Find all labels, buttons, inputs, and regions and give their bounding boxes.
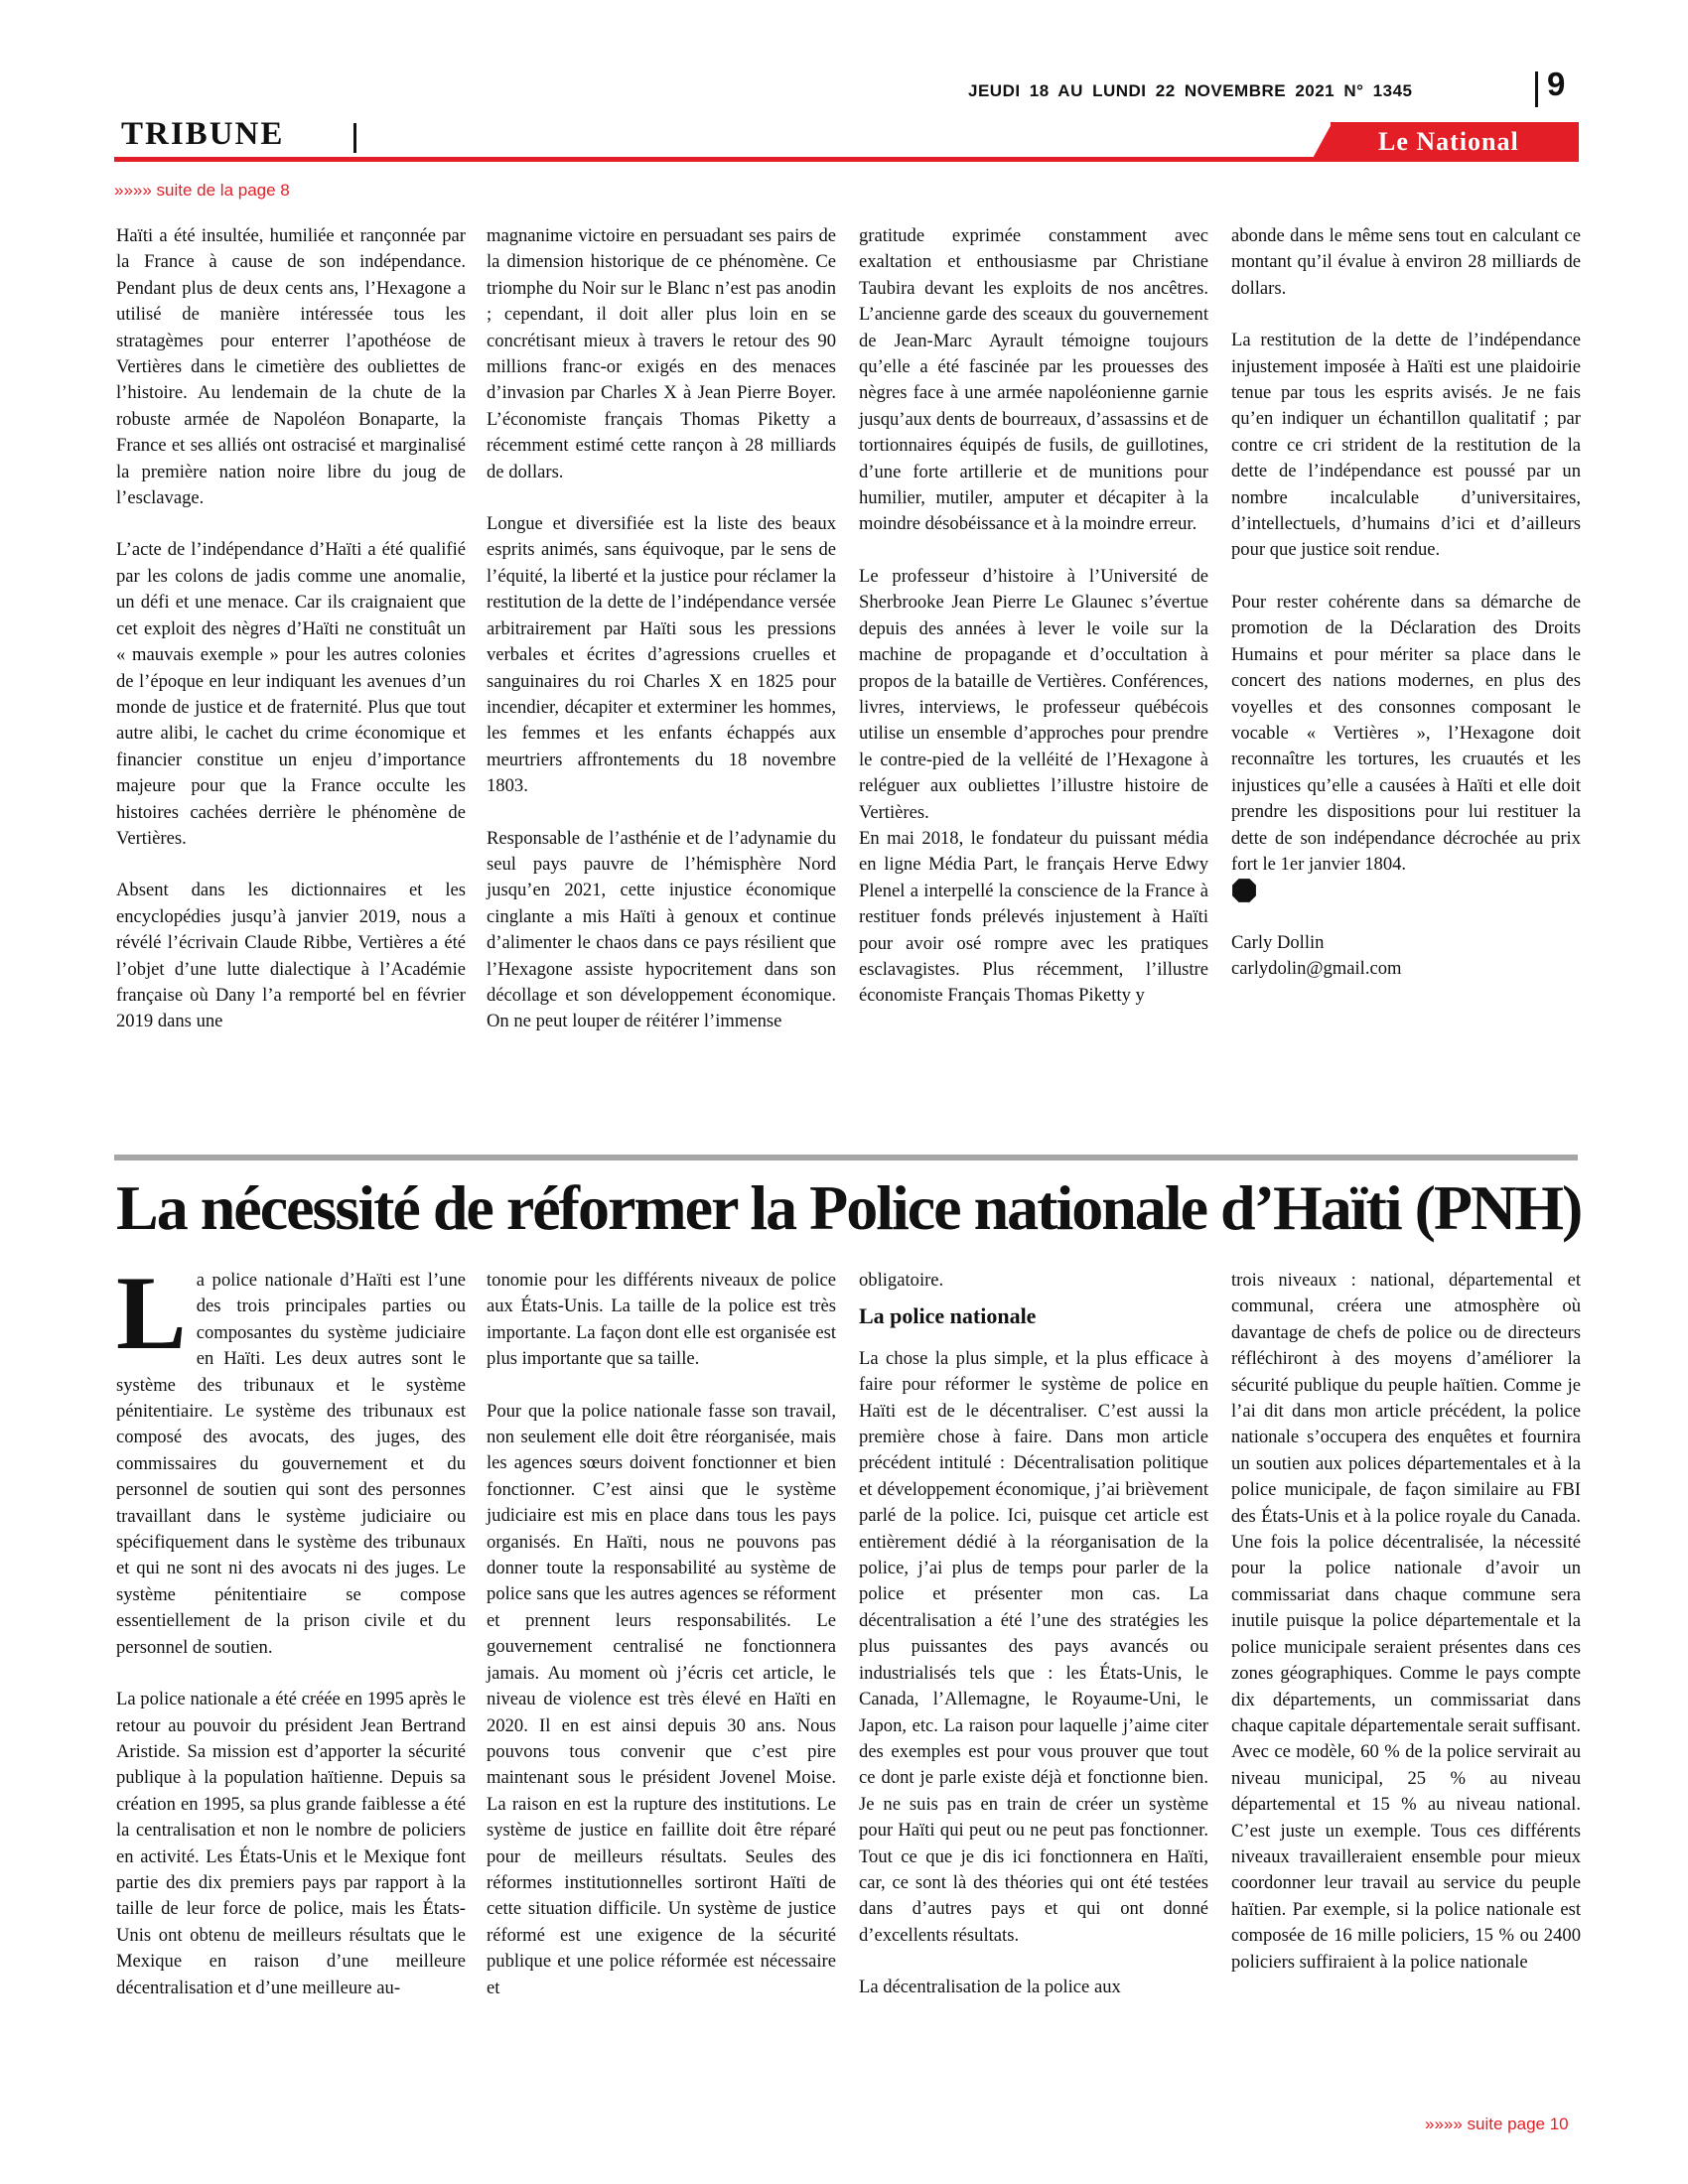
paragraph: La police nationale a été créée en 1995 après le retour au pouvoir du président Jean Bertrand Aristide. Sa mission est d’apporter la sécurité publique à la population haïtienne. Depuis sa création en 1995, sa plus grande faiblesse a été la centralisation et non le nombre de policiers en activité. Les États-Unis et le Mexique font partie des dix premiers pays par rapport à la taille de leur force de police, mais les États-Unis ont obtenu de meilleurs résultats que le Mexique en raison d’une meilleure décentralisation et d’une meilleure au- — [116, 1689, 466, 1998]
article1-column-4 — [1231, 223, 1581, 1009]
author-email[interactable]: carlydolin@gmail.com — [1231, 958, 1402, 980]
paragraph: magnanime victoire en persuadant ses pairs de la dimension historique de ce phénomène. Ce triomphe du Noir sur le Blanc n’est pas anodin ; cependant, il doit aller plus loin en se concrétisant mieux à travers le retour des 90 millions franc-or exigés en des menaces d’invasion par Charles X à Jean Pierre Boyer. L’économiste français Thomas Piketty a récemment estimé cette rançon à 28 milliards de dollars. — [487, 225, 836, 482]
paragraph: Haïti a été insultée, humiliée et rançonnée par la France à cause de son indépendance. Pendant plus de deux cents ans, l’Hexagone a utilisé de manière intéressée tous les stratagèmes pour enterrer l’apothéose de Vertières dans le cimetière des oubliettes de l’histoire. Au lendemain de la chute de la robuste armée de Napoléon Bonaparte, la France et ses alliés ont ostracisé et marginalisé la première nation noire libre du joug de l’esclavage. — [116, 225, 466, 509]
paragraph: abonde dans le même sens tout en calculant ce montant qu’il évalue à environ 28 milliards de dollars. — [1231, 225, 1581, 299]
paragraph: Responsable de l’asthénie et de l’adynamie du seul pays pauvre de l’hémisphère Nord jusqu’en 2021, cette injustice économique cinglante a mis Haïti à genoux et continue d’alimenter le chaos dans ce pays résilient que l’Hexagone assiste hypocritement dans son décollage et son développement économique. On ne peut louper de réitérer l’immense — [487, 827, 836, 1032]
paragraph: Absent dans les dictionnaires et les encyclopédies jusqu’à janvier 2019, nous a révélé l’écrivain Claude Ribbe, Vertières a été l’objet d’une lutte dialectique à l’Académie française où Dany l’a remporté bel en février 2019 dans une — [116, 880, 466, 1032]
paragraph: gratitude exprimée constamment avec exaltation et enthousiasme par Christiane Taubira devant les exploits de nos ancêtres. L’ancienne garde des sceaux du gouvernement de Jean-Marc Ayrault témoigne toujours qu’elle a été fascinée par les prouesses des nègres face à une armée napoléonienne garnie jusqu’aux dents de bourreaux, d’assassins et de tortionnaires équipés de fusils, de guillotines, d’une forte artillerie et de munitions pour humilier, mutiler, amputer et décapiter à la moindre désobéissance et à la moindre erreur. — [859, 225, 1208, 535]
section-title: TRIBUNE — [121, 116, 285, 152]
end-mark-icon — [1231, 878, 1257, 903]
article2-headline: La nécessité de réformer la Police nationale d’Haïti (PNH) — [116, 1172, 1582, 1243]
article2-column-3 — [859, 1268, 1208, 2027]
paragraph: La restitution de la dette de l’indépendance injustement imposée à Haïti est une plaidoirie tenue par tous les esprits avisés. Je ne fais qu’en indiquer un échantillon qualitatif ; par contre ce cri strident de la restitution de la dette de l’indépendance est poussé par un nombre incalculable d’universitaires, d’intellectuels, d’humains d’ici et d’ailleurs pour que justice soit rendue. — [1231, 330, 1581, 561]
paragraph: L’acte de l’indépendance d’Haïti a été qualifié par les colons de jadis comme une anomalie, un défi et une menace. Car ils craignaient que cet exploit des nègres d’Haïti ne constituât un « mauvais exemple » pour les autres colonies de l’époque en leur indiquant les avenues d’un monde de justice et de fraternité. Plus que tout autre alibi, le cachet du crime économique et financier constitue un enjeu d’importance majeure pour que la France occulte les histoires cachées derrière le phénomène de Vertières. — [116, 539, 466, 849]
section-divider — [353, 123, 356, 153]
paragraph: tonomie pour les différents niveaux de police aux États-Unis. La taille de la police est très importante. La façon dont elle est organisée est plus importante que sa taille. — [487, 1270, 836, 1370]
article1-column-2 — [487, 223, 836, 1061]
paragraph: La décentralisation de la police aux — [859, 1977, 1121, 1998]
paragraph: Pour que la police nationale fasse son travail, non seulement elle doit être réorganisée, mais les agences sœurs doivent fonctionner et bien fonctionner. C’est ainsi que le système judiciaire est mis en place dans tous les pays organisés. En Haïti, nous ne pouvons pas donner toute la responsabilité au système de police sans que les autres agences se réforment et prennent leurs responsabilités. Le gouvernement centralisé ne fonctionnera jamais. Au moment où j’écris cet article, le niveau de violence est très élevé en Haïti en 2020. Il en est ainsi depuis 30 ans. Nous pouvons tous convenir que c’est pire maintenant sous le président Jovenel Moise. La raison en est la rupture des institutions. Le système de justice en faillite doit être réparé pour de meilleurs résultats. Seules des réformes institutionnelles sortiront Haïti de cette situation difficile. Un système de justice réformé est une exigence de la sécurité publique et une police réformée est nécessaire et — [487, 1400, 836, 1998]
paragraph: Longue et diversifiée est la liste des beaux esprits animés, sans équivoque, par le sens de l’équité, la liberté et la justice pour réclamer la restitution de la dette de l’indépendance versée arbitrairement par Haïti sous les pressions verbales et écrites d’agressions cruelles et sanguinaires du roi Charles X en 1825 pour incendier, décapiter et exterminer les hommes, les femmes et les enfants échappés aux meurtriers affrontements du 18 novembre 1803. — [487, 513, 836, 797]
drop-cap: L — [116, 1255, 187, 1371]
paragraph: La chose la plus simple, et la plus efficace à faire pour réformer le système de police en Haïti est de le décentraliser. C’est aussi la première chose à faire. Dans mon article précédent intitulé : Décentralisation politique et développement économique, j’ai brièvement parlé de la police. Ici, puisque cet article est entièrement dédié à la réorganisation de la police, j’ai plus de temps pour parler de la police et présenter mon cas. La décentralisation a été l’une des stratégies les plus puissantes des pays avancés ou industrialisés tels que : les États-Unis, le Canada, l’Allemagne, le Royaume-Uni, le Japon, etc. La raison pour laquelle j’aime citer des exemples est pour vous prouver que tout ce dont je parle existe déjà et fonctionne bien. Je ne suis pas en train de créer un système pour Haïti qui peut ou ne peut pas fonctionner. Tout ce que je dis ici fonctionnera en Haïti, car, ce sont là des théories qui ont été testées dans d’autres pays et qui ont donné d’excellents résultats. — [859, 1347, 1208, 1946]
article1-column-3 — [859, 223, 1208, 1035]
paragraph: trois niveaux : national, départemental et communal, créera une atmosphère où davantage de chefs de police ou de directeurs réfléchiront à des moyens d’améliorer la sécurité publique du peuple haïtien. Comme je l’ai dit dans mon article précédent, la police nationale s’occupera des enquêtes et fournira un soutien aux polices départementales et à la police municipale, de façon similaire au FBI des États-Unis et à la police royale du Canada. Une fois la police décentralisée, la nécessité pour la police nationale d’avoir un commissariat dans chaque commune sera inutile puisque la police départementale et la police municipale seraient présentes dans ces zones géographiques. Comme le pays compte dix départements, un commissariat dans chaque capitale départementale serait suffisant. Avec ce modèle, 60 % de la police servirait au niveau municipal, 25 % au niveau départemental et 15 % au niveau national. C’est juste un exemple. Tous ces différents niveaux travailleraient ensemble pour mieux coordonner leur travail au service du peuple haïtien. Par exemple, si la police nationale est composée de 16 mille policiers, 15 % ou 2400 policiers suffiraient à la police nationale — [1231, 1270, 1581, 1973]
paragraph: a police nationale d’Haïti est l’une des trois principales parties ou composantes du système judiciaire en Haïti. Les deux autres sont le système des tribunaux et le système pénitentiaire. Le système des tribunaux est composé des avocats, des juges, des commissaires du gouvernement et du personnel de soutien qui sont des personnes travaillant dans le système judiciaire ou spécifiquement dans le système des tribunaux et qui ne sont ni des avocats ni des juges. Le système pénitentiaire se compose essentiellement de la prison civile et du personnel de soutien. — [116, 1270, 466, 1658]
brand-name: Le National — [1378, 127, 1519, 156]
article2-column-2 — [487, 1268, 836, 2027]
article-divider — [114, 1155, 1578, 1160]
paragraph: obligatoire. — [859, 1270, 944, 1291]
paragraph: Pour rester cohérente dans sa démarche de promotion de la Déclaration des Droits Humains et pour mériter sa place dans le concert des nations modernes, en plus des voyelles et des consonnes composant le vocable « Vertières », l’Hexagone doit reconnaître les tortures, les cruautés et les injustices qu’elle a causées à Haïti et elle doit prendre les dispositions pour lui restituer la dette de son indépendance décrochée au prix fort le 1er janvier 1804. — [1231, 591, 1581, 875]
brand-notch — [1311, 122, 1333, 162]
page-number-divider — [1535, 71, 1538, 107]
subheading: La police nationale — [859, 1303, 1037, 1329]
continued-from: »»»» suite de la page 8 — [114, 181, 290, 200]
article2-column-1 — [116, 1255, 466, 2027]
continued-to: »»»» suite page 10 — [1425, 2115, 1569, 2133]
dateline: JEUDI 18 AU LUNDI 22 NOVEMBRE 2021 N° 1345 — [968, 81, 1413, 100]
author-name: Carly Dollin — [1231, 931, 1325, 953]
paragraph: Le professeur d’histoire à l’Université de Sherbrooke Jean Pierre Le Glaunec s’évertue depuis des années à lever le voile sur la machine de propagande et d’occultation à propos de la bataille de Vertières. Conférences, livres, interviews, le professeur québécois utilise un ensemble d’approches pour prendre le contre-pied de la velléité de l’Hexagone à reléguer aux oubliettes l’illustre histoire de Vertières. — [859, 565, 1208, 823]
article1-column-1 — [116, 223, 466, 1061]
page-number: 9 — [1547, 66, 1566, 102]
paragraph: En mai 2018, le fondateur du puissant média en ligne Média Part, le français Herve Edwy Plenel a interpellé la conscience de la France à restituer fonds prélevés injustement à Haïti pour avoir osé rompre avec les pratiques esclavagistes. Plus récemment, l’illustre économiste Français Thomas Piketty y — [859, 827, 1208, 1007]
article2-column-4 — [1231, 1268, 1581, 1976]
